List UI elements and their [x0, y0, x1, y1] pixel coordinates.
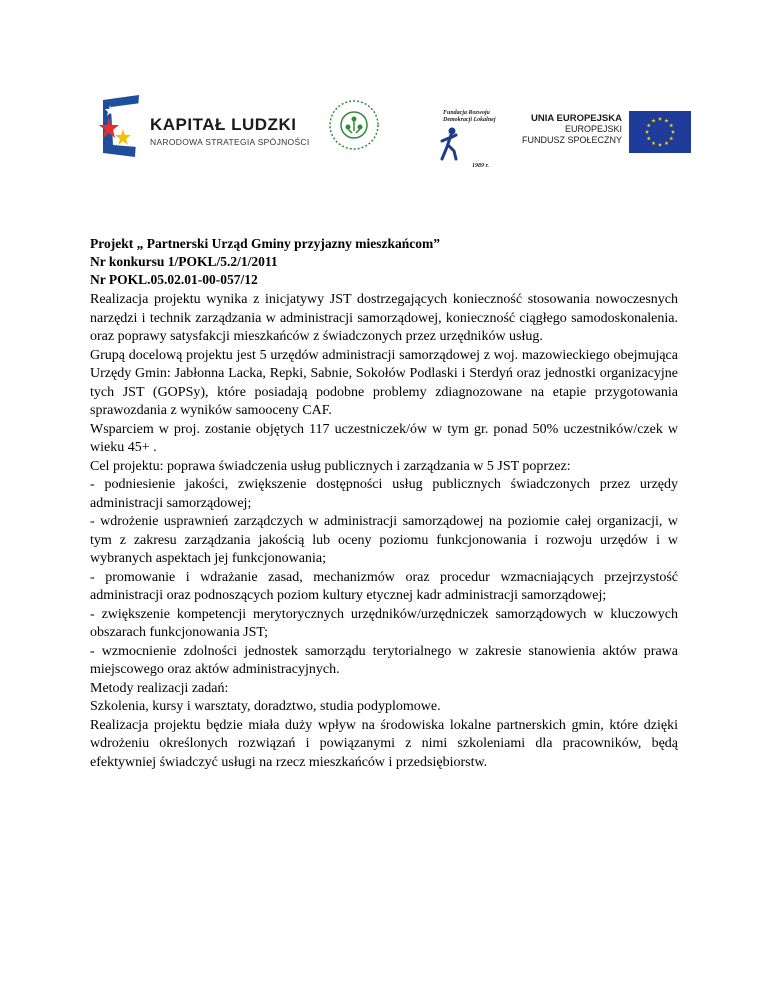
- goal-item-3: - promowanie i wdrażanie zasad, mechanizmów oraz procedur wzmacniających przejrzystość administracji oraz podnoszących poziom kultury etycznej kadr administracji samorządowej;: [90, 569, 678, 603]
- fundacja-name-line1: Fundacja Rozwoju: [443, 110, 490, 116]
- kapital-ludzki-text: [150, 115, 310, 147]
- eu-flag-icon: [629, 111, 691, 153]
- unia-title: UNIA EUROPEJSKA: [531, 113, 622, 124]
- paragraph-intro: Realizacja projektu wynika z inicjatywy JST dostrzegających konieczność stosowania nowoczesnych narzędzi i technik zarządzania w administracji samorządowej, konieczność ciągłego samodoskonalenia. oraz poprawy satysfakcji mieszkańców z świadczonych przez urzędników usług.: [90, 292, 678, 344]
- fundacja-year: 1989 r.: [472, 163, 490, 169]
- logo-bar: [0, 95, 768, 185]
- project-title: Projekt „ Partnerski Urząd Gminy przyjazny mieszkańcom”: [90, 236, 440, 251]
- unia-line1: EUROPEJSKI: [564, 124, 622, 134]
- goal-item-2: - wdrożenie usprawnień zarządczych w administracji samorządowej na poziomie całej organizacji, w tym z zakresu zarządzania jakością lub oceny poziomu funkcjonowania i rozwoju urzędów i w wybranych aspektach jej funkcjonowania;: [90, 514, 678, 566]
- goal-item-1: - podniesienie jakości, zwiększenie dostępności usług publicznych świadczonych przez urzędy administracji samorządowej;: [90, 477, 678, 511]
- kapital-ludzki-logo: [95, 95, 145, 165]
- paragraph-goal: Cel projektu: poprawa świadczenia usług publicznych i zarządzania w 5 JST poprzez:: [90, 458, 571, 474]
- eu-flag: [629, 111, 691, 158]
- project-heading: [90, 235, 440, 289]
- paragraph-target-group: Grupą docelową projektu jest 5 urzędów administracji samorządowej z woj. mazowieckiego obejmująca Urzędy Gmin: Jabłonna Lacka, Repki, Sabnie, Sokołów Podlaski i Sterdyń oraz jednostki organizacyjne tych JST (GOPSy), które posiadają podobne problemy zdiagnozowane na etapie przygotowania sprawozdania z wyników samooceny CAF.: [90, 347, 678, 418]
- goal-item-5: - wzmocnienie zdolności jednostek samorządu terytorialnego w zakresie stanowienia aktów prawa miejscowego oraz aktów administracyjnych.: [90, 643, 678, 677]
- goal-item-4: - zwiększenie kompetencji merytorycznych urzędników/urzędniczek samorządowych w kluczowych obszarach funkcjonowania JST;: [90, 606, 678, 640]
- green-seal-emblem: [328, 99, 380, 151]
- fundacja-name: [443, 110, 503, 124]
- kapital-ludzki-subtitle: NARODOWA STRATEGIA SPÓJNOŚCI: [150, 137, 310, 147]
- fundacja-name-line2: Demokracji Lokalnej: [443, 117, 496, 123]
- walking-figure-icon: [436, 127, 462, 161]
- methods-heading: Metody realizacji zadań:: [90, 680, 229, 696]
- paragraph-impact: Realizacja projektu będzie miała duży wpływ na środowiska lokalne partnerskich gmin, które dzięki wdrożeniu określonych rozwiązań i powiązanymi z nimi szkoleniami dla pracowników, będą efektywniej świadczyć usługi na rzecz mieszkańców i przedsiębiorstw.: [90, 717, 678, 770]
- project-number: Nr POKL.05.02.01-00-057/12: [90, 272, 258, 287]
- project-description: [90, 291, 678, 772]
- kapital-ludzki-title: KAPITAŁ LUDZKI: [150, 115, 297, 134]
- methods-list: Szkolenia, kursy i warsztaty, doradztwo, studia podyplomowe.: [90, 699, 441, 714]
- fundacja-figure: [436, 127, 462, 166]
- kapital-ludzki-emblem: [95, 95, 145, 160]
- competition-number: Nr konkursu 1/POKL/5.2/1/2011: [90, 254, 278, 269]
- partner-seal-logo: [328, 99, 380, 156]
- unia-line2: FUNDUSZ SPOŁECZNY: [522, 135, 623, 145]
- unia-europejska-text: [522, 113, 622, 146]
- paragraph-support: Wsparciem w proj. zostanie objętych 117 uczestniczek/ów w tym gr. ponad 50% uczestników/czek w wieku 45+ .: [90, 421, 678, 455]
